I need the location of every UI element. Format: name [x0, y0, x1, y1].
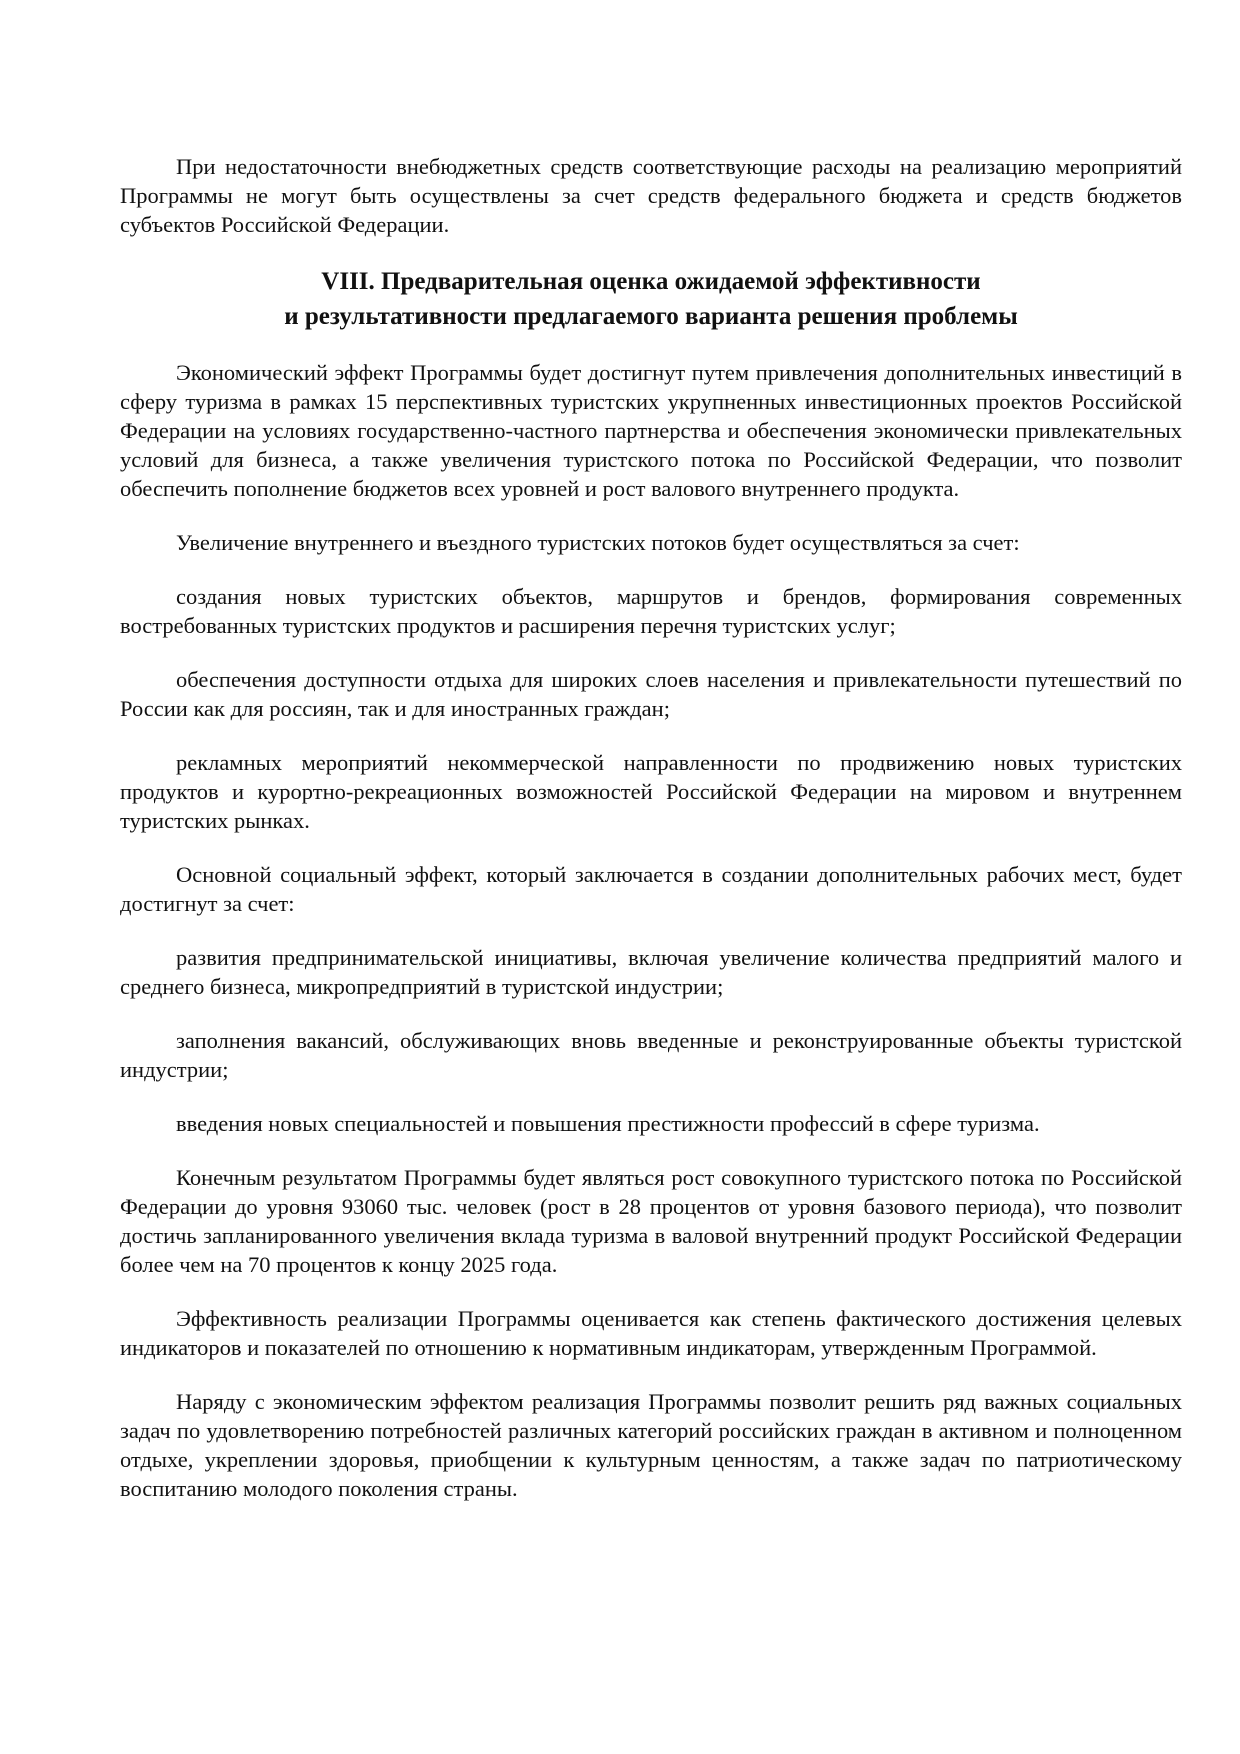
- paragraph: рекламных мероприятий некоммерческой направленности по продвижению новых туристских продуктов и курортно-рекреационных возможностей Российской Федерации на мировом и внутреннем туристских рынках.: [120, 750, 1182, 833]
- paragraph-funding: При недостаточности внебюджетных средств соответствующие расходы на реализацию мероприятий Программы не могут быть осуществлены за счет средств федерального бюджета и средств бюджетов субъектов Российской Федерации.: [120, 154, 1182, 237]
- paragraph: заполнения вакансий, обслуживающих вновь введенные и реконструированные объекты туристской индустрии;: [120, 1028, 1182, 1082]
- paragraph: Конечным результатом Программы будет являться рост совокупного туристского потока по Российской Федерации до уровня 93060 тыс. человек (рост в 28 процентов от уровня базового периода), что позволит достичь запланированного увеличения вклада туризма в валовой внутренний продукт Российской Федерации более чем на 70 процентов к концу 2025 года.: [120, 1165, 1182, 1277]
- paragraph: Увеличение внутреннего и въездного туристских потоков будет осуществляться за счет:: [176, 530, 1020, 555]
- section-heading: [120, 264, 1182, 334]
- paragraph: Основной социальный эффект, который заключается в создании дополнительных рабочих мест, будет достигнут за счет:: [120, 862, 1182, 916]
- paragraph: Эффективность реализации Программы оценивается как степень фактического достижения целевых индикаторов и показателей по отношению к нормативным индикаторам, утвержденным Программой.: [120, 1306, 1182, 1360]
- paragraph: введения новых специальностей и повышения престижности профессий в сфере туризма.: [176, 1111, 1040, 1136]
- paragraph: Наряду с экономическим эффектом реализация Программы позволит решить ряд важных социальных задач по удовлетворению потребностей различных категорий российских граждан в активном и полноценном отдыхе, укреплении здоровья, приобщении к культурным ценностям, а также задач по патриотическому воспитанию молодого поколения страны.: [120, 1389, 1182, 1501]
- document-page: [120, 152, 1182, 1528]
- paragraph: создания новых туристских объектов, маршрутов и брендов, формирования современных востребованных туристских продуктов и расширения перечня туристских услуг;: [120, 584, 1182, 638]
- heading-line-1: VIII. Предварительная оценка ожидаемой эффективности: [321, 268, 981, 295]
- paragraph: обеспечения доступности отдыха для широких слоев населения и привлекательности путешествий по России как для россиян, так и для иностранных граждан;: [120, 667, 1182, 721]
- paragraph: Экономический эффект Программы будет достигнут путем привлечения дополнительных инвестиций в сферу туризма в рамках 15 перспективных туристских укрупненных инвестиционных проектов Российской Федерации на условиях государственно-частного партнерства и обеспечения экономически привлекательных условий для бизнеса, а также увеличения туристского потока по Российской Федерации, что позволит обеспечить пополнение бюджетов всех уровней и рост валового внутреннего продукта.: [120, 360, 1182, 501]
- heading-line-2: и результативности предлагаемого варианта решения проблемы: [284, 303, 1018, 330]
- paragraph: развития предпринимательской инициативы, включая увеличение количества предприятий малого и среднего бизнеса, микропредприятий в туристской индустрии;: [120, 945, 1182, 999]
